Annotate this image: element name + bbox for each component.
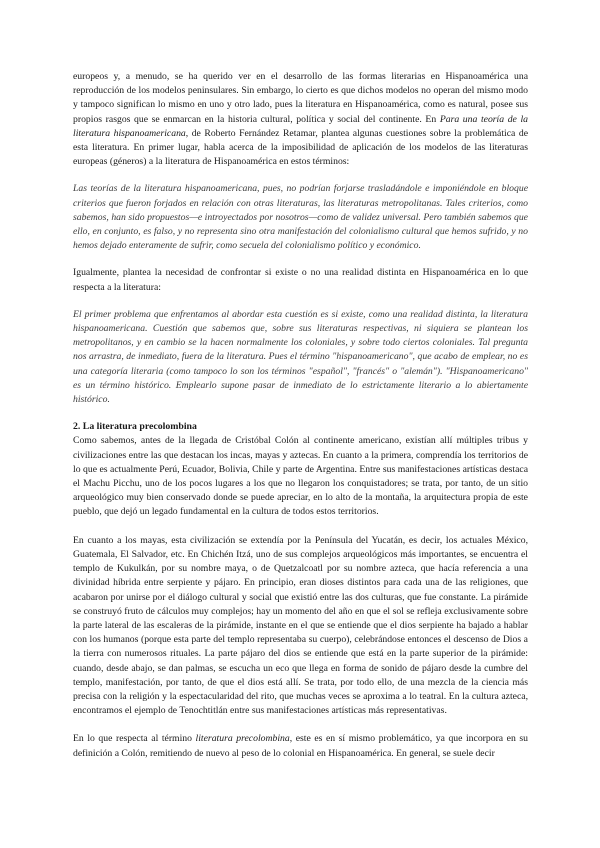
block-quote-2: El primer problema que enfrentamos al abordar esta cuestión es si existe, como una realidad distinta, la literatura hispanoamericana. Cuestión que sabemos que, sobre sus literaturas respectivas, ni siquiera se plantean los metropolitanos, y en cambio se la hacen normalmente los coloniales, y sobre todo ciertos coloniales. Tal pregunta nos arrastra, de inmediato, fuera de la literatura. Pues el término "hispanoamericano", que acabo de emplear, no es una categoría literaria (como tampoco lo son los términos "español", "francés" o "alemán"). "Hispanoamericano" es un término histórico. Emplearlo supone pasar de inmediato de lo estrictamente literario a lo abiertamente histórico. [73,308,528,406]
paragraph-intro [73,70,528,169]
paragraph-intro-part-b: , de Roberto Fernández Retamar, plantea algunas cuestiones sobre la problemática de esta literatura. En primer lugar, habla acerca de la imposibilidad de aplicación de los modelos de las literaturas europeas (géneros) a la literatura de Hispanoamérica en estos términos: [73,127,528,168]
paragraph-term-part-a: En lo que respecta al término [73,733,196,745]
paragraph-term [73,732,528,760]
paragraph-intro-part-a: europeos y, a menudo, se ha querido ver en el desarrollo de las formas literarias en Hispanoamérica una reproducción de los modelos peninsulares. Sin embargo, lo cierto es que dichos modelos no operan del mismo modo y tampoco significan lo mismo en uno y otro lado, pues la literatura en Hispanoamérica, como es natural, posee sus propios rasgos que se enmarcan en la historia cultural, política y social del continente. En [73,71,528,125]
paragraph-term-part-b: , este es en sí mismo problemático, ya que incorpora en su definición a Colón, remitiendo de nuevo al peso de lo colonial en Hispanoamérica. En general, se suele decir [73,733,529,759]
paragraph-incas: Como sabemos, antes de la llegada de Cristóbal Colón al continente americano, existían allí múltiples tribus y civilizaciones entre las que destacan los incas, mayas y aztecas. En cuanto a la primera, comprendía los territorios de lo que es actualmente Perú, Ecuador, Bolivia, Chile y parte de Argentina. Entre sus manifestaciones artísticas destaca el Machu Picchu, uno de los pocos lugares a los que no llegaron los conquistadores; se trata, por tanto, de un sitio arqueológico muy bien conservado donde se puede apreciar, en lo alto de la montaña, la arquitectura propia de este pueblo, que dejó un legado fundamental en la cultura de todos estos territorios. [73,435,528,518]
paragraph-mayas: En cuanto a los mayas, esta civilización se extendía por la Península del Yucatán, es decir, los actuales México, Guatemala, El Salvador, etc. En Chichén Itzá, uno de sus complejos arqueológicos más importantes, se encuentra el templo de Kukulkán, por su nombre maya, o de Quetzalcoatl por su nombre azteca, que hacía referencia a una divinidad híbrida entre serpiente y pájaro. En principio, eran dioses distintos para cada una de las religiones, que acabaron por unirse por el diálogo cultural y social que existió entre las dos culturas, que fue constante. La pirámide se construyó fruto de cálculos muy complejos; hay un momento del año en que el sol se refleja exclusivamente sobre la parte lateral de las escaleras de la pirámide, instante en el que se entiende que el dios serpiente ha bajado a hablar con los humanos (porque esta parte del templo representaba su cuerpo), celebrándose entonces el descenso de Dios a la tierra con numerosos rituales. La parte pájaro del dios se entiende que está en la parte superior de la pirámide: cuando, desde abajo, se dan palmas, se escucha un eco que llega en forma de sonido de pájaro desde la cumbre del templo, manifestación, por tanto, de que el dios está allí. Se trata, por todo ello, de una mezcla de la ciencia más precisa con la religión y la espectacularidad del rito, que muchas veces se aproxima a lo teatral. En la cultura azteca, encontramos el ejemplo de Tenochtitlán entre sus manifestaciones artísticas más representativas. [73,534,528,717]
block-quote-1: Las teorías de la literatura hispanoamericana, pues, no podrían forjarse trasladándole e imponiéndole en bloque criterios que fueron forjados en relación con otras literaturas, las literaturas metropolitanas. Tales criterios, como sabemos, han sido propuestos—e introyectados por nosotros—como de validez universal. Pero también sabemos que ello, en conjunto, es falso, y no representa sino otra manifestación del colonialismo cultural que hemos sufrido, y no hemos dejado enteramente de sufrir, como secuela del colonialismo político y económico. [73,183,528,252]
section-heading: 2. La literatura precolombina [73,421,197,433]
term-emphasis: literatura precolombina [195,733,290,745]
paragraph-second: Igualmente, plantea la necesidad de confrontar si existe o no una realidad distinta en Hispanoamérica en lo que respecta a la literatura: [73,267,528,293]
book-title: Para una teoría de la literatura hispanoamericana [73,113,528,139]
